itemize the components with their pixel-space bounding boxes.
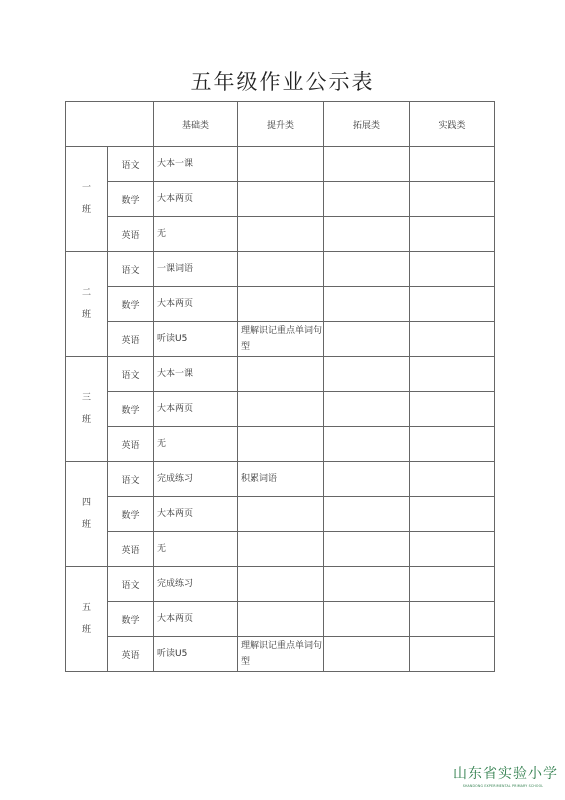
basic-cell: 大本一课 [154, 357, 238, 392]
table-row [66, 637, 495, 672]
practice-cell [410, 602, 495, 637]
table-row [66, 252, 495, 287]
extend-cell [324, 182, 410, 217]
table-row [66, 182, 495, 217]
basic-cell: 大本一课 [154, 147, 238, 182]
subject-cell: 语文 [108, 147, 154, 182]
improve-cell [238, 357, 324, 392]
improve-cell: 积累词语 [238, 462, 324, 497]
subject-cell: 语文 [108, 462, 154, 497]
improve-cell [238, 567, 324, 602]
basic-cell: 大本两页 [154, 392, 238, 427]
extend-cell [324, 532, 410, 567]
basic-cell: 完成练习 [154, 567, 238, 602]
extend-cell [324, 287, 410, 322]
extend-cell [324, 427, 410, 462]
extend-cell [324, 462, 410, 497]
improve-cell [238, 602, 324, 637]
practice-cell [410, 532, 495, 567]
table-row [66, 392, 495, 427]
subject-cell: 英语 [108, 217, 154, 252]
practice-cell [410, 217, 495, 252]
subject-cell: 英语 [108, 322, 154, 357]
homework-table [65, 101, 495, 672]
practice-cell [410, 252, 495, 287]
table-row [66, 532, 495, 567]
header-practice: 实践类 [410, 102, 495, 147]
subject-cell: 语文 [108, 567, 154, 602]
basic-cell: 大本两页 [154, 287, 238, 322]
basic-cell: 无 [154, 532, 238, 567]
table-row [66, 287, 495, 322]
practice-cell [410, 147, 495, 182]
school-logo-english: SHANDONG EXPERIMENTAL PRIMARY SCHOOL [462, 784, 544, 788]
extend-cell [324, 392, 410, 427]
improve-cell [238, 182, 324, 217]
table-row [66, 462, 495, 497]
extend-cell [324, 497, 410, 532]
class-name-cell: 三班 [66, 357, 108, 462]
school-logo-name: 山东省实验小学 [453, 766, 558, 782]
table-row [66, 427, 495, 462]
improve-cell [238, 287, 324, 322]
header-corner-cell [66, 102, 154, 147]
practice-cell [410, 462, 495, 497]
header-row [66, 102, 495, 147]
class-name-cell: 四班 [66, 462, 108, 567]
table-row [66, 357, 495, 392]
improve-cell [238, 497, 324, 532]
subject-cell: 数学 [108, 392, 154, 427]
practice-cell [410, 637, 495, 672]
subject-cell: 数学 [108, 287, 154, 322]
header-basic: 基础类 [154, 102, 238, 147]
subject-cell: 语文 [108, 357, 154, 392]
class-name-cell: 二班 [66, 252, 108, 357]
basic-cell: 无 [154, 217, 238, 252]
basic-cell: 大本两页 [154, 182, 238, 217]
header-improve: 提升类 [238, 102, 324, 147]
extend-cell [324, 217, 410, 252]
practice-cell [410, 287, 495, 322]
extend-cell [324, 322, 410, 357]
subject-cell: 英语 [108, 532, 154, 567]
practice-cell [410, 392, 495, 427]
basic-cell: 完成练习 [154, 462, 238, 497]
improve-cell [238, 532, 324, 567]
basic-cell: 一课词语 [154, 252, 238, 287]
improve-cell [238, 427, 324, 462]
table-row [66, 147, 495, 182]
basic-cell: 大本两页 [154, 602, 238, 637]
school-logo [453, 763, 558, 788]
extend-cell [324, 567, 410, 602]
basic-cell: 大本两页 [154, 497, 238, 532]
extend-cell [324, 602, 410, 637]
class-name-cell: 一班 [66, 147, 108, 252]
improve-cell [238, 217, 324, 252]
basic-cell: 无 [154, 427, 238, 462]
subject-cell: 数学 [108, 602, 154, 637]
extend-cell [324, 252, 410, 287]
page-title: 五年级作业公示表 [190, 70, 375, 94]
extend-cell [324, 637, 410, 672]
subject-cell: 语文 [108, 252, 154, 287]
improve-cell [238, 147, 324, 182]
extend-cell [324, 147, 410, 182]
subject-cell: 英语 [108, 637, 154, 672]
subject-cell: 数学 [108, 497, 154, 532]
extend-cell [324, 357, 410, 392]
table-row [66, 602, 495, 637]
practice-cell [410, 182, 495, 217]
table-row [66, 497, 495, 532]
table-row [66, 322, 495, 357]
subject-cell: 英语 [108, 427, 154, 462]
improve-cell: 理解识记重点单词句型 [238, 637, 324, 672]
basic-cell: 听读U5 [154, 637, 238, 672]
practice-cell [410, 427, 495, 462]
subject-cell: 数学 [108, 182, 154, 217]
practice-cell [410, 357, 495, 392]
table-row [66, 217, 495, 252]
header-extend: 拓展类 [324, 102, 410, 147]
practice-cell [410, 567, 495, 602]
practice-cell [410, 497, 495, 532]
table-row [66, 567, 495, 602]
practice-cell [410, 322, 495, 357]
improve-cell: 理解识记重点单词句型 [238, 322, 324, 357]
improve-cell [238, 392, 324, 427]
class-name-cell: 五班 [66, 567, 108, 672]
basic-cell: 听读U5 [154, 322, 238, 357]
improve-cell [238, 252, 324, 287]
